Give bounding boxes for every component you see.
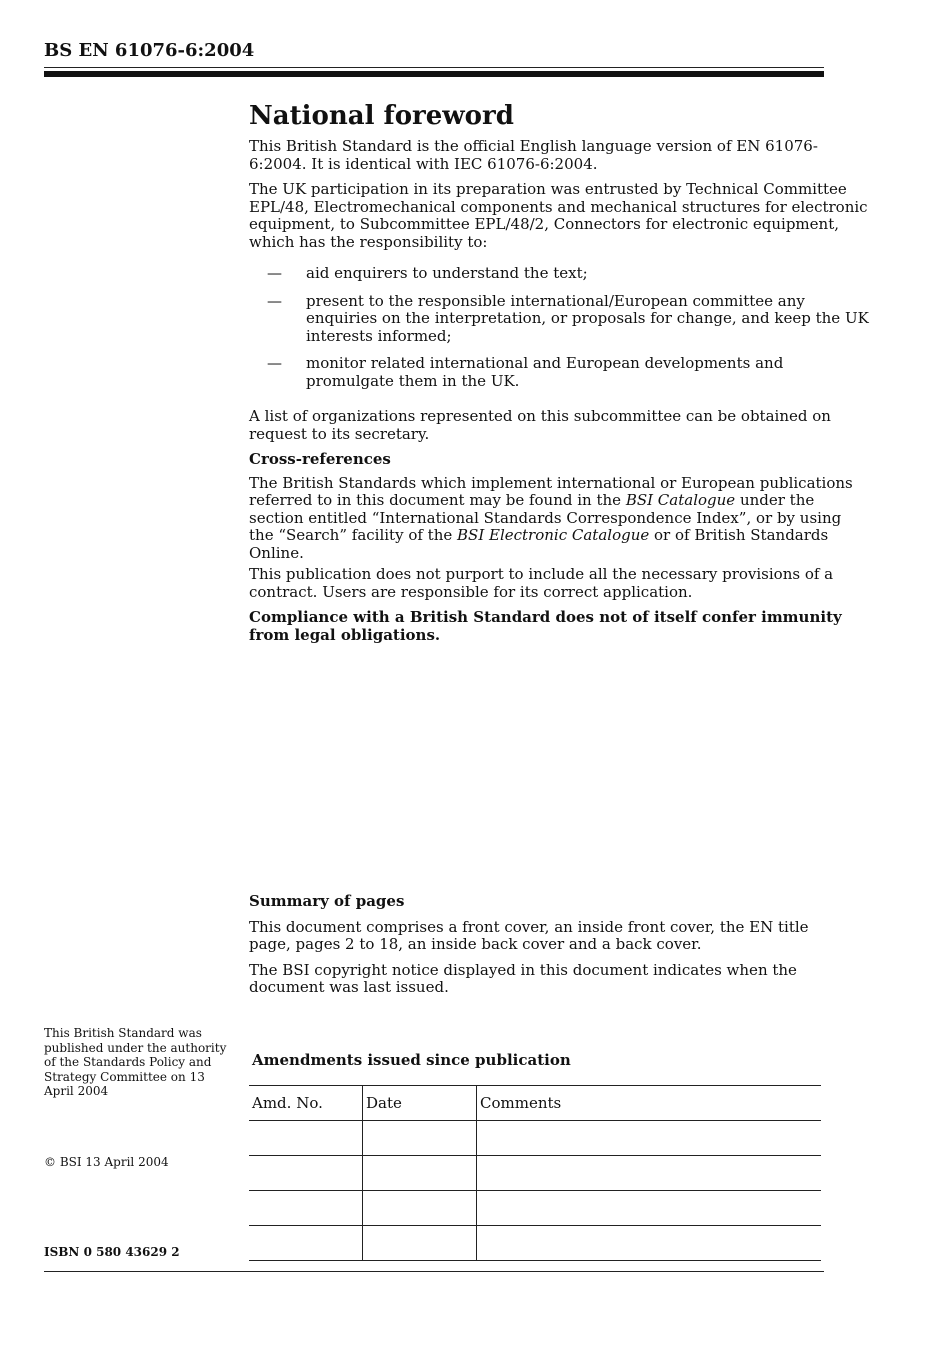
header-thin-rule: [44, 67, 824, 68]
bsi-electronic-catalogue: BSI Electronic Catalogue: [457, 526, 650, 544]
table-cell: [477, 1191, 822, 1226]
header-thick-rule: [44, 71, 824, 77]
document-id: BS EN 61076-6:2004: [44, 40, 255, 61]
header-amd-no: Amd. No.: [249, 1086, 363, 1121]
table-cell: [249, 1191, 363, 1226]
foreword-paragraph-4: This publication does not purport to include all the necessary provisions of a contract. Users are responsible for its correct application.: [249, 565, 834, 601]
table-cell: [363, 1156, 477, 1191]
table-cell: [249, 1156, 363, 1191]
bullet-text: monitor related international and European developments and promulgate them in the UK.: [306, 354, 784, 390]
list-item: [249, 265, 869, 283]
header-date: Date: [363, 1086, 477, 1121]
list-item: [249, 355, 869, 390]
foreword-title: National foreword: [249, 101, 514, 131]
summary-section: [249, 893, 849, 1005]
copyright-notice: © BSI 13 April 2004: [44, 1155, 169, 1169]
header-comments: Comments: [477, 1086, 822, 1121]
cross-references-heading: Cross-references: [249, 450, 391, 468]
foreword-section: [249, 100, 869, 652]
cross-text-2: under the section entitled “International Standards Correspondence Index”, or by using the “Search” facility of the: [249, 491, 842, 544]
table-cell: [363, 1226, 477, 1261]
compliance-statement: Compliance with a British Standard does not of itself confer immunity from legal obligations.: [249, 608, 842, 644]
bullet-dash: —: [267, 354, 282, 372]
cross-references-paragraph: [249, 475, 869, 563]
bsi-catalogue: BSI Catalogue: [625, 491, 736, 509]
amendments-table: [249, 1085, 821, 1261]
foreword-paragraph-1: This British Standard is the official English language version of EN 61076-6:2004. It is identical with IEC 61076-6:2004.: [249, 137, 818, 173]
bullet-dash: —: [267, 291, 282, 310]
summary-paragraph-1: This document comprises a front cover, an inside front cover, the EN title page, pages 2 to 18, an inside back cover and a back cover.: [249, 917, 809, 953]
cross-text-1: The British Standards which implement international or European publications referred to in this document may be found in the: [249, 473, 853, 509]
bullet-text: present to the responsible international/European committee any enquiries on the interpretation, or proposals for change, and keep the UK interests informed;: [306, 291, 869, 345]
table-cell: [477, 1226, 822, 1261]
table-row: [249, 1226, 821, 1261]
table-cell: [363, 1191, 477, 1226]
table-row: [249, 1191, 821, 1226]
table-row: [249, 1121, 821, 1156]
summary-paragraph-2: The BSI copyright notice displayed in this document indicates when the document was last issued.: [249, 960, 797, 996]
table-header-row: [249, 1086, 821, 1121]
table-cell: [477, 1121, 822, 1156]
table-cell: [249, 1226, 363, 1261]
table-cell: [249, 1121, 363, 1156]
isbn: ISBN 0 580 43629 2: [44, 1245, 180, 1259]
bullet-dash: —: [267, 264, 282, 282]
footer-rule: [44, 1271, 824, 1272]
foreword-paragraph-2: The UK participation in its preparation was entrusted by Technical Committee EPL/48, Electromechanical components and mechanical structures for electronic equipment, to Subcommittee EPL/48/2, Connectors for electronic equipment, which has the responsibility to:: [249, 180, 868, 251]
table-row: [249, 1156, 821, 1191]
amendments-title: Amendments issued since publication: [252, 1051, 571, 1069]
cross-text-3: or of British Standards Online.: [249, 526, 829, 562]
table-cell: [363, 1121, 477, 1156]
foreword-paragraph-3: A list of organizations represented on this subcommittee can be obtained on request to its secretary.: [249, 407, 831, 443]
publication-authority-note: This British Standard was published under the authority of the Standards Policy and Strategy Committee on 13 April 2004: [44, 1026, 227, 1098]
responsibility-list: [249, 265, 869, 390]
bullet-text: aid enquirers to understand the text;: [306, 264, 588, 282]
summary-heading: Summary of pages: [249, 892, 405, 910]
list-item: [249, 293, 869, 346]
table-cell: [477, 1156, 822, 1191]
